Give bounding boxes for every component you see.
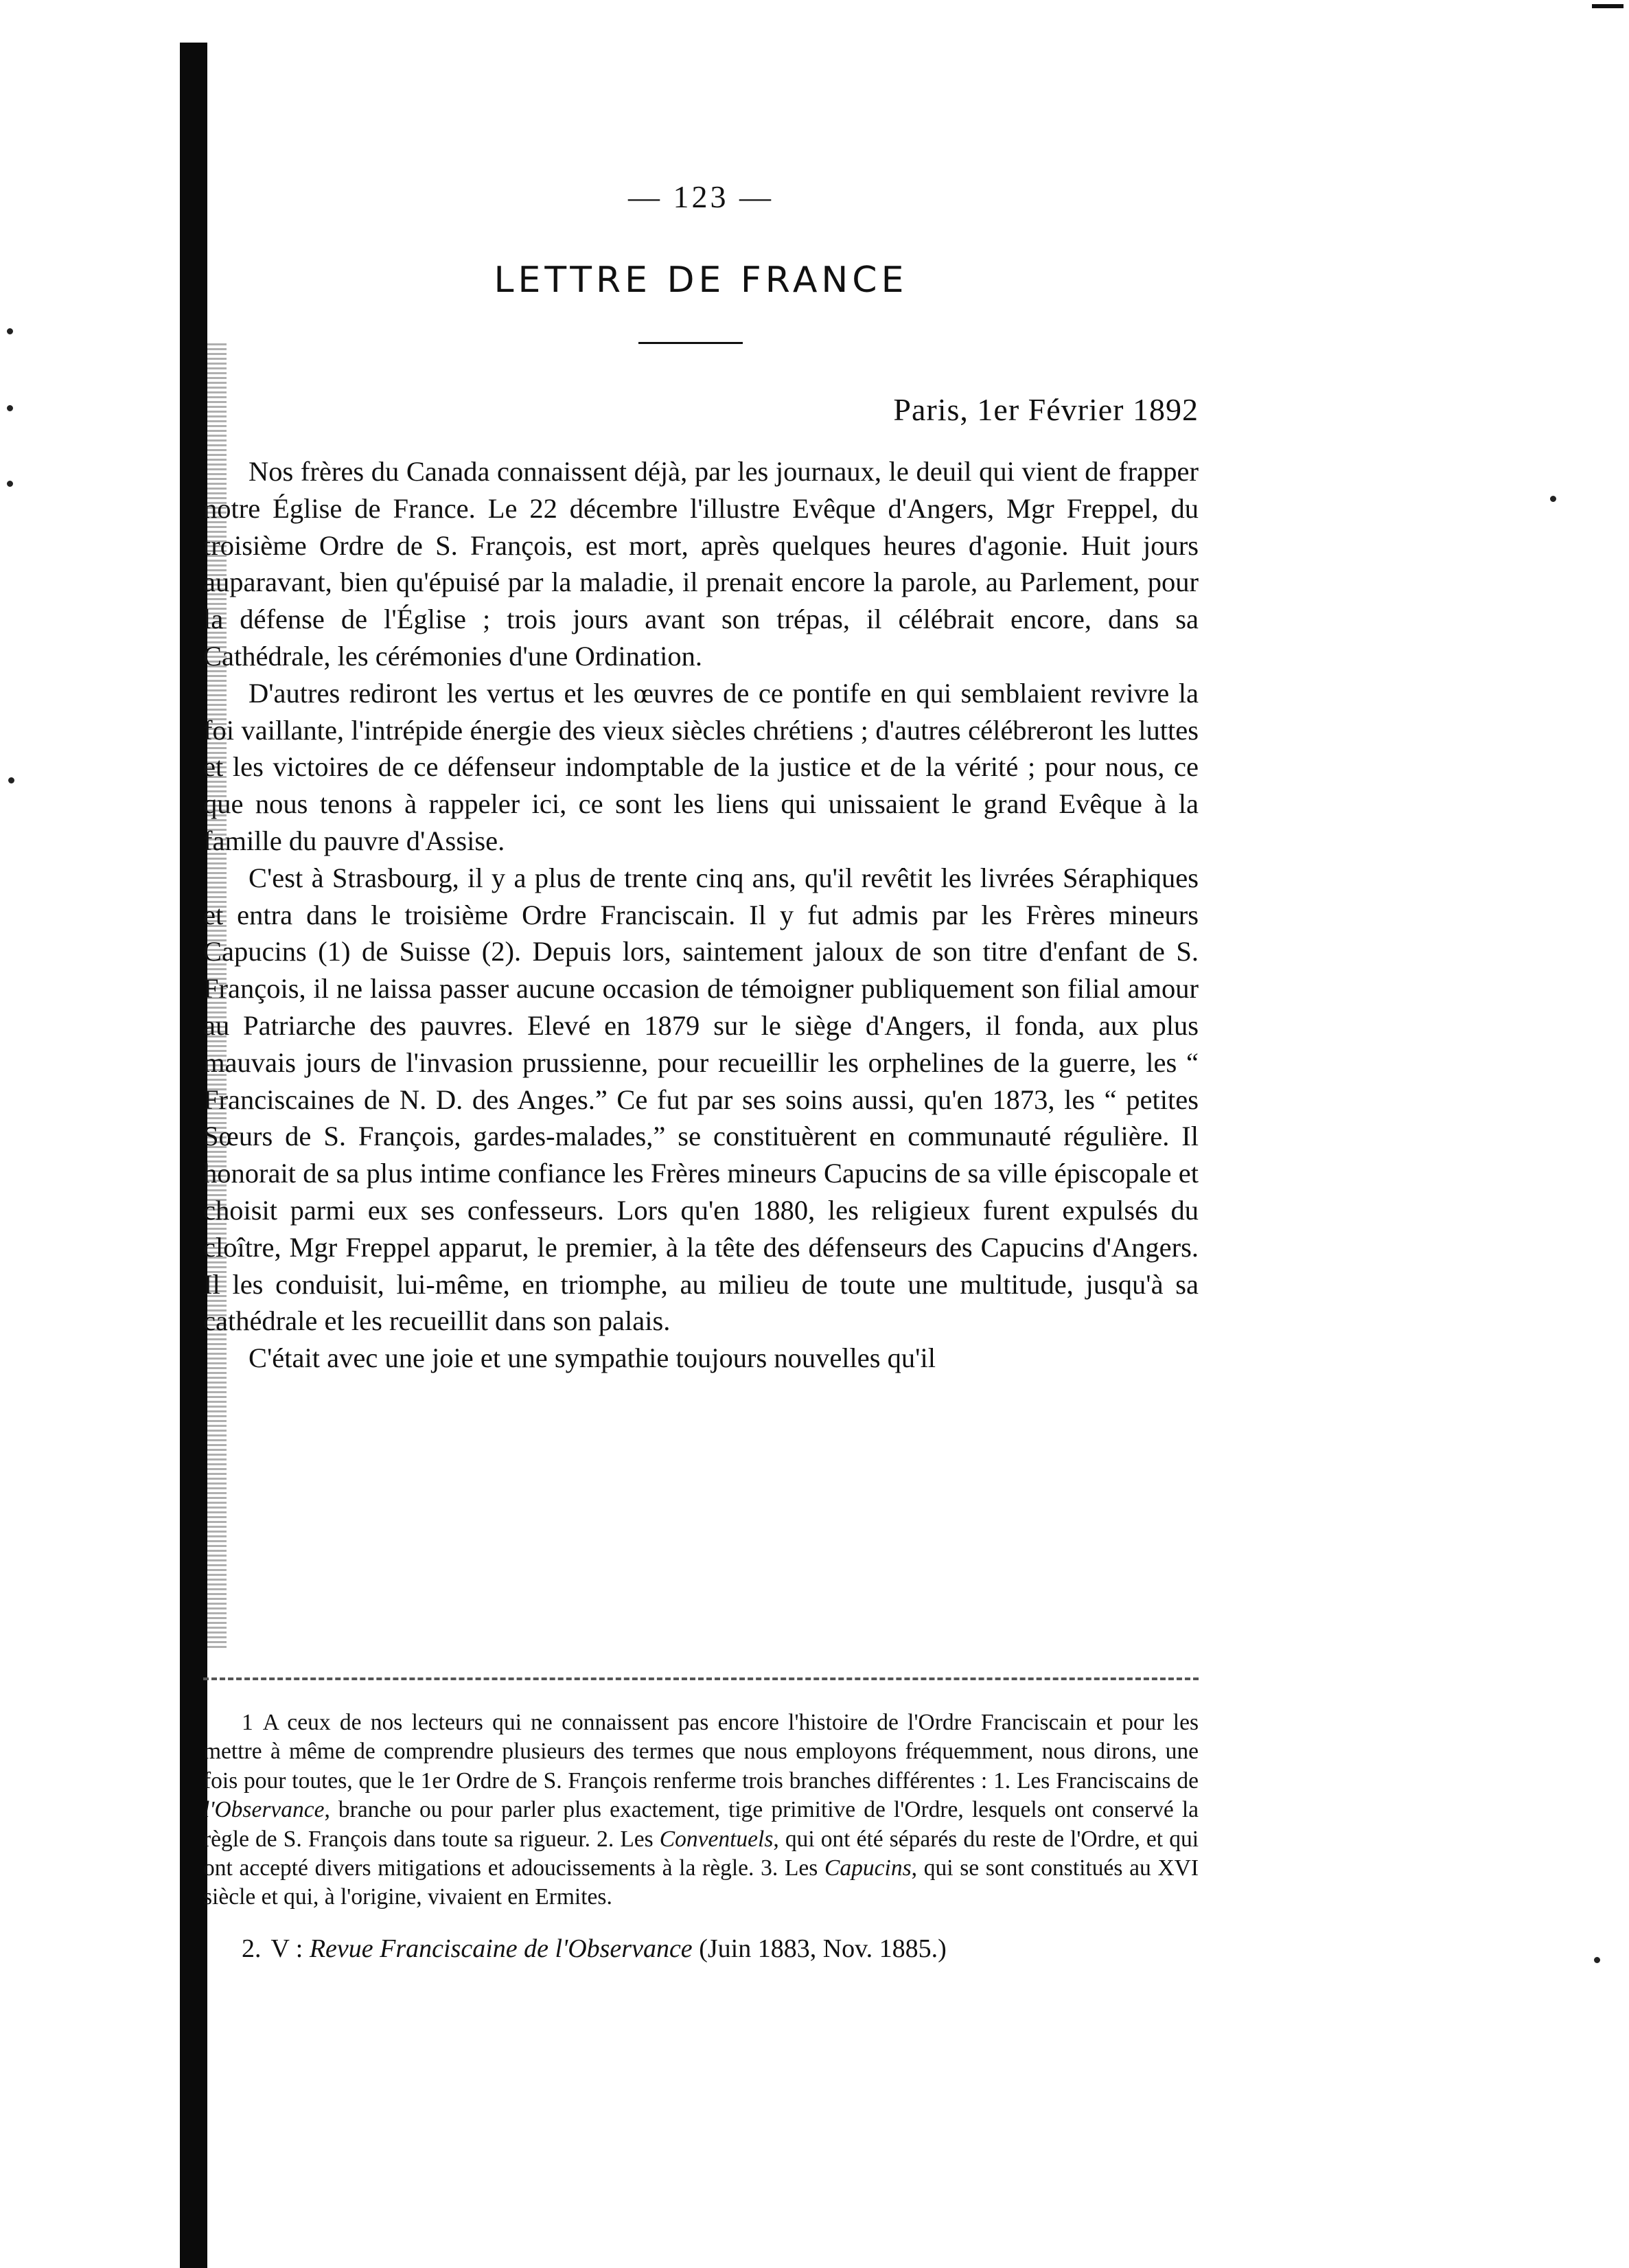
paragraph: D'autres rediront les vertus et les œuvres de ce pontife en qui semblaient revivre la foi vaillante, l'intrépide énergie des vieux siècles chrétiens ; d'autres célébreront les luttes et les victoires de ce défenseur indomptable de la justice et de la vérité ; pour nous, ce que nous tenons à rappeler ici, ce sont les liens qui unissaient le grand Evêque à la famille du pauvre d'Assise.	[203, 677, 1199, 856]
scan-speck	[8, 777, 14, 783]
footnote-text: A ceux de nos lecteurs qui ne connaissent pas encore l'histoire de l'Ordre Franciscain et pour les mettre à même de comprendre plusieurs des termes que nous employons fréquemment, nous dirons, une fois pour toutes, que le 1er Ordre de S. François renferme trois branches différentes : 1. Les Franciscains de	[203, 1710, 1199, 1794]
dateline: Paris, 1er Février 1892	[893, 392, 1199, 427]
paragraph: Nos frères du Canada connaissent déjà, par les journaux, le deuil qui vient de frapper notre Église de France. Le 22 décembre l'illustre Evêque d'Angers, Mgr Freppel, du troisième Ordre de S. François, est mort, après quelques heures d'agonie. Huit jours auparavant, bien qu'épuisé par la maladie, il prenait encore la parole, au Parlement, pour la défense de l'Église ; trois jours avant son trépas, il célébrait encore, dans sa Cathédrale, les cérémonies d'une Ordination.	[203, 456, 1199, 672]
footnote-italic: l'Observance	[203, 1797, 325, 1823]
footnote-italic: Capucins	[824, 1855, 912, 1881]
footnote-text: (Juin 1883, Nov. 1885.)	[692, 1934, 947, 1963]
footnote-text: V :	[270, 1934, 310, 1963]
footnote-text: , branche ou pour parler plus exactement, tige primitive de l'Ordre, lesquels ont conservé la règle de S. François dans toute sa rigueur. 2. Les	[203, 1797, 1199, 1852]
paragraph: C'est à Strasbourg, il y a plus de trente cinq ans, qu'il revêtit les livrées Séraphiques et entra dans le troisième Ordre Franciscain. Il y fut admis par les Frères mineurs Capucins (1) de Suisse (2). Depuis lors, saintement jaloux de son titre d'enfant de S. François, il ne laissa passer aucune occasion de témoigner publiquement son filial amour au Patriarche des pauvres. Elevé en 1879 sur le siège d'Angers, il fonda, aux plus mauvais jours de l'invasion prussienne, pour recueillir les orphelines de la guerre, les “ Franciscaines de N. D. des Anges.” Ce fut par ses soins aussi, qu'en 1873, les “ petites Sœurs de S. François, gardes-malades,” se constituèrent en communauté régulière. Il honorait de sa plus intime confiance les Frères mineurs Capucins de sa ville épiscopale et choisit parmi eux ses confesseurs. Lors qu'en 1880, les religieux furent expulsés du cloître, Mgr Freppel apparut, le premier, à la tête des défenseurs des Capucins d'Angers. Il les conduisit, lui-même, en triomphe, au milieu de toute une multitude, jusqu'à sa cathédrale et les recueillit dans son palais.	[203, 862, 1199, 1337]
footnote-marker: 1	[242, 1710, 253, 1735]
page-number: — 123 —	[628, 179, 774, 214]
letter-body	[203, 453, 1199, 1377]
footnote-1	[203, 1708, 1199, 1912]
scan-corner-mark	[1592, 4, 1624, 8]
scan-speck	[7, 328, 13, 334]
footnotes	[203, 1708, 1199, 1965]
title-rule	[638, 342, 743, 344]
paragraph: C'était avec une joie et une sympathie toujours nouvelles qu'il	[249, 1342, 936, 1374]
footnote-italic: Conventuels	[659, 1826, 774, 1852]
scan-speck	[7, 405, 13, 411]
footnote-text: , qui ont été séparés du reste de l'Ordre, et qui ont accepté divers mitigations et adoucissements à la règle. 3. Les	[203, 1826, 1199, 1881]
scan-speck	[7, 481, 13, 487]
scan-speck	[1550, 496, 1556, 502]
footnote-marker: 2.	[242, 1934, 262, 1963]
page-title: LETTRE DE FRANCE	[494, 260, 908, 301]
footnote-text: , qui se sont constitués au XVI siècle et qui, à l'origine, vivaient en Ermites.	[203, 1855, 1199, 1910]
footnote-2	[203, 1933, 1199, 1965]
footnote-italic: Revue Franciscaine de l'Observance	[309, 1934, 693, 1963]
scan-speck	[1594, 1957, 1600, 1963]
footnote-separator	[203, 1677, 1199, 1680]
